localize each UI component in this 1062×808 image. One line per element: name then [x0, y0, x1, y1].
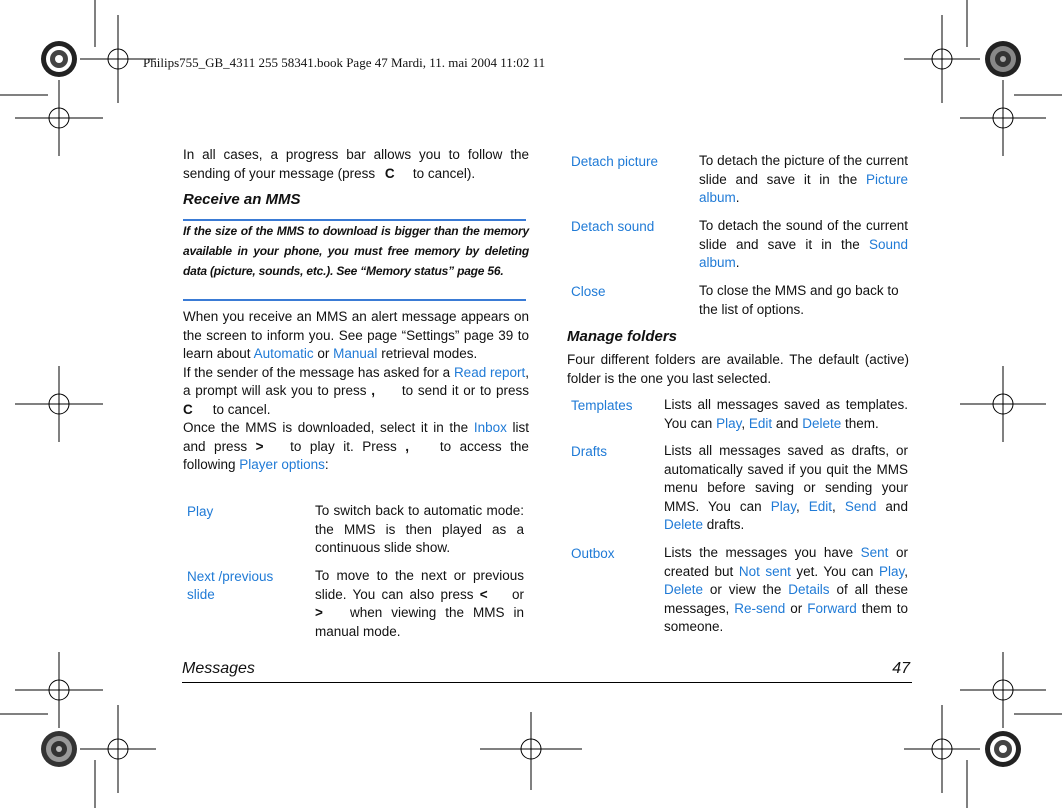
- play-term: Play: [187, 504, 214, 519]
- delete-link: Delete: [664, 517, 704, 532]
- crosshair-icon: [960, 366, 1046, 442]
- text: or: [317, 346, 330, 361]
- text: to play it. Press: [290, 438, 397, 454]
- outbox-definition: [664, 544, 908, 637]
- text: or view the: [709, 582, 782, 597]
- text: If the sender of the message has asked for a: [183, 364, 451, 380]
- text: ,: [832, 498, 836, 514]
- text: To detach the sound of the current slide and save it in the: [699, 218, 908, 252]
- receive-paragraph: [183, 308, 529, 475]
- delete-link: Delete: [802, 415, 842, 431]
- text: them.: [845, 415, 879, 431]
- picture-album-link: Picture album: [699, 171, 908, 205]
- manage-folders-heading: Manage folders: [567, 328, 678, 345]
- text: yet. You can: [796, 563, 874, 579]
- text: or: [790, 600, 803, 616]
- text: When you receive an MMS an alert message appears on the screen to inform you. See page “Settings” page 39 to learn about: [183, 309, 529, 361]
- right-key-icon: >: [315, 605, 323, 620]
- left-key-icon: <: [479, 586, 488, 602]
- close-term: Close: [571, 284, 606, 299]
- sound-album-link: Sound album: [699, 236, 908, 270]
- print-header: Philips755_GB_4311 255 58341.book Page 47 Mardi, 11. mai 2004 11:02 11: [143, 55, 546, 70]
- text: or: [511, 586, 524, 602]
- next-prev-term: Next /previous slide: [187, 569, 274, 602]
- crosshair-icon: [15, 80, 103, 156]
- manual-link: Manual: [333, 346, 378, 361]
- crosshair-icon: [480, 712, 582, 790]
- text: , a prompt will ask you to press: [183, 364, 529, 398]
- player-options-link: Player options: [239, 457, 325, 472]
- text: or created but: [664, 545, 908, 579]
- detach-sound-definition: [699, 217, 908, 273]
- crosshair-icon: [80, 705, 156, 793]
- sent-link: Sent: [860, 545, 889, 560]
- text: retrieval modes.: [381, 346, 478, 361]
- registration-target-icon: [985, 41, 1021, 77]
- inbox-link: Inbox: [473, 420, 507, 435]
- text: Lists all messages saved as drafts, or automatically saved if you quit the MMS menu before saving or sending your MMS. You can: [664, 443, 908, 514]
- text: To move to the next or previous slide. You can also press: [315, 568, 524, 602]
- text: ,: [795, 498, 800, 514]
- text: ,: [741, 415, 746, 431]
- crosshair-icon: [15, 652, 103, 728]
- ok-key-icon: ,: [371, 383, 375, 398]
- next-prev-definition: [315, 567, 524, 641]
- registration-target-icon: [985, 731, 1021, 767]
- text: to cancel.: [212, 401, 271, 417]
- detach-sound-term: Detach sound: [571, 219, 655, 234]
- text: and: [885, 498, 908, 514]
- text: Lists the messages you have: [664, 545, 854, 560]
- text: when viewing the MMS in manual mode.: [315, 605, 524, 639]
- details-link: Details: [788, 582, 830, 597]
- automatic-link: Automatic: [253, 346, 314, 361]
- forward-link: Forward: [807, 600, 857, 616]
- text: list and press: [183, 420, 529, 454]
- section-title: Messages: [182, 660, 255, 677]
- intro-paragraph: [183, 146, 529, 183]
- play-link: Play: [770, 498, 796, 514]
- delete-link: Delete: [664, 582, 704, 597]
- footer-rule: [182, 682, 912, 683]
- detach-picture-term: Detach picture: [571, 154, 659, 169]
- registration-target-icon: [41, 41, 77, 77]
- text: and: [775, 415, 799, 431]
- text: :: [324, 457, 329, 472]
- crosshair-icon: [15, 366, 103, 442]
- folders-intro: Four different folders are available. The default (active) folder is the one you last selected.: [567, 352, 909, 386]
- not-sent-link: Not sent: [738, 563, 791, 579]
- re-send-link: Re-send: [734, 600, 786, 616]
- right-key-icon: >: [255, 438, 264, 454]
- text: .: [735, 190, 740, 205]
- divider: [183, 299, 526, 301]
- page-number: 47: [892, 660, 910, 677]
- templates-definition: [664, 396, 908, 433]
- text: drafts.: [706, 517, 745, 532]
- text: of all these messages,: [664, 582, 908, 616]
- registration-target-icon: [41, 731, 77, 767]
- crosshair-icon: [960, 80, 1046, 156]
- outbox-term: Outbox: [571, 546, 615, 561]
- intro-text-end: to cancel).: [412, 165, 476, 181]
- crosshair-icon: [904, 705, 980, 793]
- close-definition: To close the MMS and go back to the list of options.: [699, 283, 899, 317]
- text: Once the MMS is downloaded, select it in the: [183, 420, 469, 435]
- text: to send it or to press: [401, 383, 529, 398]
- send-link: Send: [844, 498, 877, 514]
- text: to access the following: [183, 438, 529, 472]
- text: Lists all messages saved as templates. You can: [664, 397, 908, 431]
- intro-text: In all cases, a progress bar allows you to follow the sending of your message (press: [183, 147, 529, 181]
- play-link: Play: [878, 563, 905, 579]
- templates-term: Templates: [571, 398, 633, 413]
- c-key-icon: C: [384, 165, 395, 181]
- drafts-definition: [664, 442, 908, 535]
- text: .: [735, 255, 740, 270]
- drafts-term: Drafts: [571, 444, 608, 459]
- text: ,: [904, 563, 908, 579]
- text: To detach the picture of the current slide and save it in the: [699, 153, 908, 187]
- detach-picture-definition: [699, 152, 908, 208]
- edit-link: Edit: [808, 498, 833, 514]
- play-definition: To switch back to automatic mode: the MMS is then played as a continuous slide show.: [315, 503, 524, 555]
- crosshair-icon: [904, 15, 980, 103]
- receive-mms-heading: Receive an MMS: [183, 191, 301, 208]
- memory-note: If the size of the MMS to download is bigger than the memory available in your phone, you must free memory by deleting data (picture, sounds, etc.). See “Memory status” page 56.: [183, 224, 529, 278]
- ok-key-icon: ,: [405, 438, 410, 454]
- read-report-link: Read report: [453, 364, 526, 380]
- play-link: Play: [716, 415, 742, 431]
- text: them to someone.: [664, 600, 908, 634]
- crosshair-icon: [960, 652, 1046, 728]
- edit-link: Edit: [748, 415, 773, 431]
- c-key-icon: C: [183, 401, 193, 417]
